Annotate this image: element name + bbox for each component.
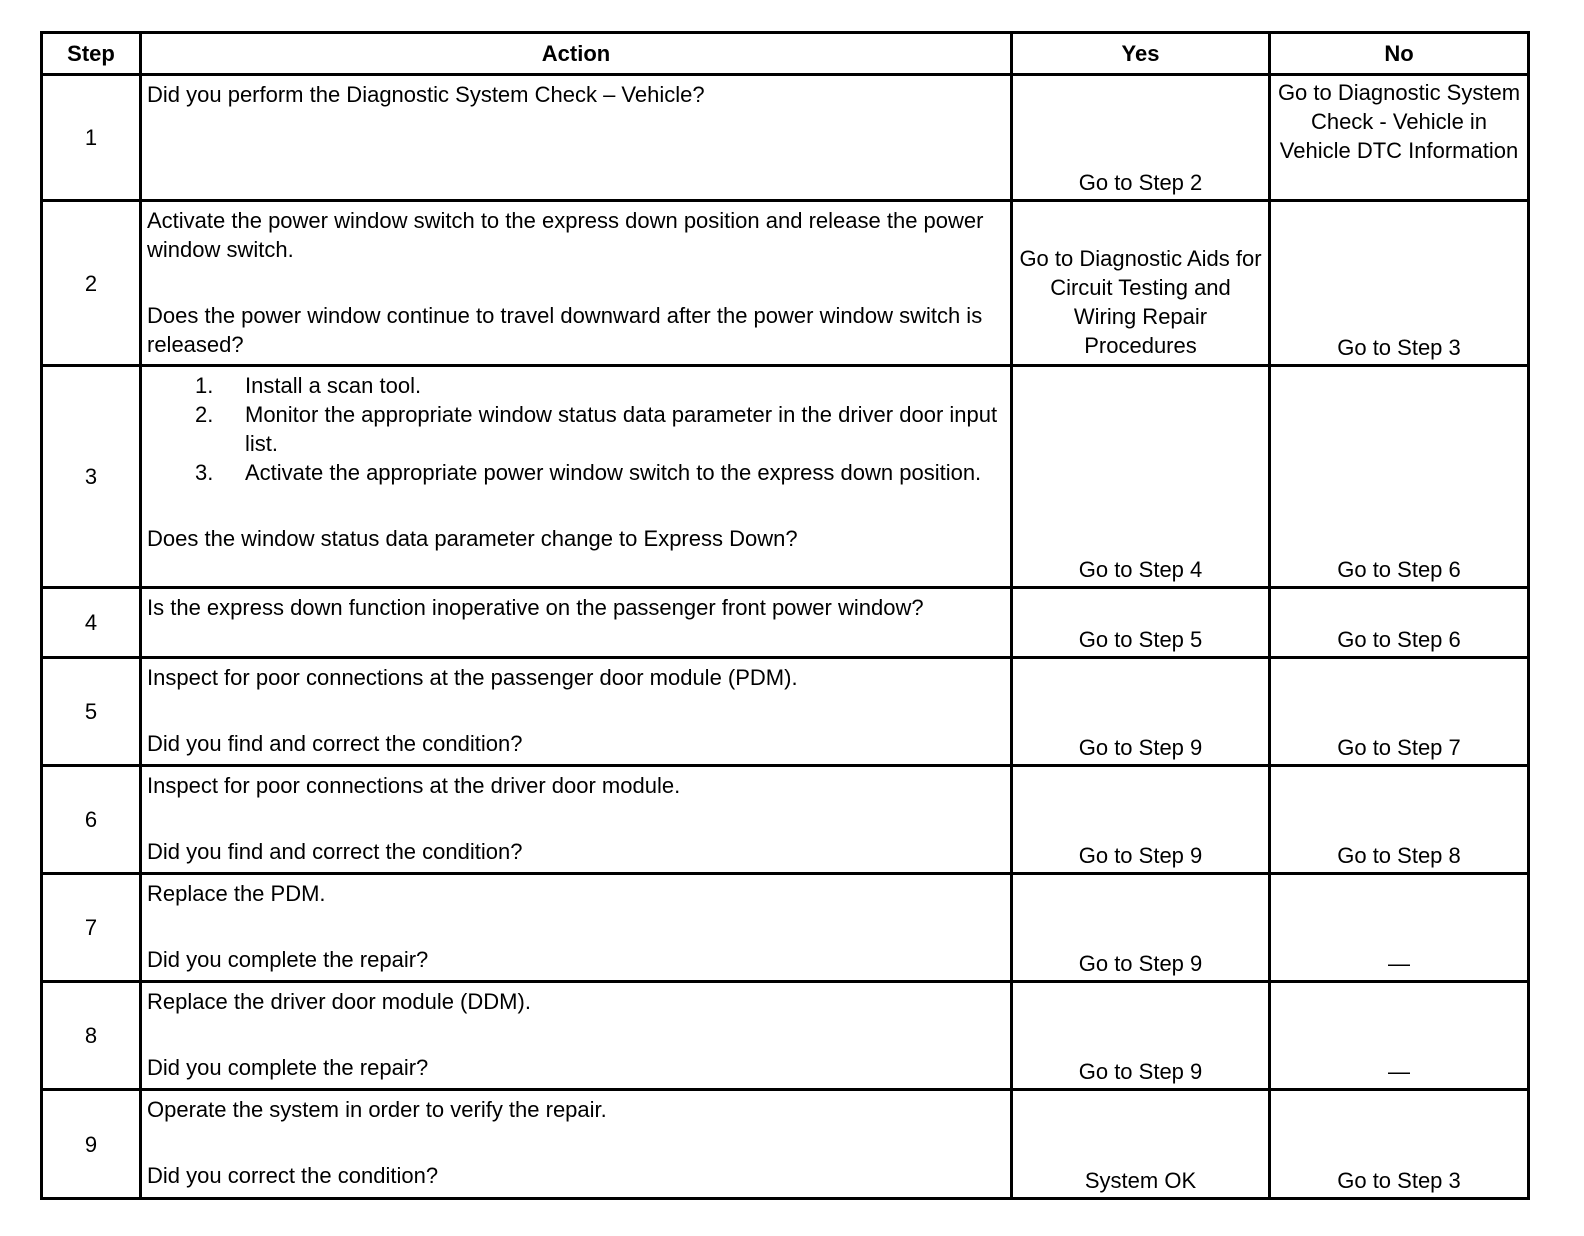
table-row xyxy=(42,366,1529,588)
action-cell xyxy=(141,1090,1012,1199)
table-row xyxy=(42,588,1529,658)
instruction-list xyxy=(147,371,1004,487)
spacer xyxy=(147,487,1004,524)
no-cell: — xyxy=(1270,982,1529,1090)
no-cell: Go to Step 6 xyxy=(1270,366,1529,588)
step-number: 9 xyxy=(42,1090,141,1199)
action-cell xyxy=(141,874,1012,982)
header-no: No xyxy=(1270,33,1529,75)
no-cell: Go to Step 6 xyxy=(1270,588,1529,658)
no-cell: Go to Step 7 xyxy=(1270,658,1529,766)
spacer xyxy=(147,800,1004,837)
list-text: Install a scan tool. xyxy=(245,373,422,398)
action-text: Operate the system in order to verify the repair. xyxy=(147,1097,607,1122)
list-number: 3. xyxy=(195,460,214,485)
action-cell xyxy=(141,658,1012,766)
action-cell xyxy=(141,982,1012,1090)
table-row xyxy=(42,874,1529,982)
action-text: Inspect for poor connections at the passenger door module (PDM). xyxy=(147,665,798,690)
spacer xyxy=(147,1124,1004,1161)
action-question: Does the power window continue to travel downward after the power window switch is released? xyxy=(147,303,983,357)
diagnostic-table xyxy=(40,31,1530,1200)
header-step: Step xyxy=(42,33,141,75)
step-number: 5 xyxy=(42,658,141,766)
action-question: Did you complete the repair? xyxy=(147,947,429,972)
list-item xyxy=(195,458,1004,487)
yes-cell: System OK xyxy=(1012,1090,1270,1199)
action-cell xyxy=(141,75,1012,201)
action-text: Inspect for poor connections at the driver door module. xyxy=(147,773,681,798)
yes-cell: Go to Step 5 xyxy=(1012,588,1270,658)
yes-cell: Go to Step 9 xyxy=(1012,766,1270,874)
action-text: Did you perform the Diagnostic System Check – Vehicle? xyxy=(147,82,705,107)
table-row xyxy=(42,75,1529,201)
spacer xyxy=(147,692,1004,729)
action-cell xyxy=(141,588,1012,658)
action-cell xyxy=(141,366,1012,588)
yes-cell: Go to Step 9 xyxy=(1012,658,1270,766)
step-number: 3 xyxy=(42,366,141,588)
table-row xyxy=(42,201,1529,366)
spacer xyxy=(147,1016,1004,1053)
list-item xyxy=(195,400,1004,458)
no-cell: — xyxy=(1270,874,1529,982)
step-number: 6 xyxy=(42,766,141,874)
action-question: Did you find and correct the condition? xyxy=(147,839,523,864)
action-text: Replace the driver door module (DDM). xyxy=(147,989,531,1014)
step-number: 7 xyxy=(42,874,141,982)
action-question: Did you correct the condition? xyxy=(147,1163,439,1188)
list-text: Activate the appropriate power window switch to the express down position. xyxy=(245,460,982,485)
table-row xyxy=(42,658,1529,766)
yes-cell: Go to Step 9 xyxy=(1012,874,1270,982)
action-cell xyxy=(141,201,1012,366)
list-number: 2. xyxy=(195,402,214,427)
no-cell: Go to Step 3 xyxy=(1270,201,1529,366)
table-row xyxy=(42,766,1529,874)
no-cell: Go to Step 8 xyxy=(1270,766,1529,874)
header-action: Action xyxy=(141,33,1012,75)
table-row xyxy=(42,982,1529,1090)
action-question: Did you find and correct the condition? xyxy=(147,731,523,756)
list-number: 1. xyxy=(195,373,214,398)
yes-cell: Go to Step 9 xyxy=(1012,982,1270,1090)
step-number: 2 xyxy=(42,201,141,366)
spacer xyxy=(147,908,1004,945)
no-cell: Go to Step 3 xyxy=(1270,1090,1529,1199)
step-number: 8 xyxy=(42,982,141,1090)
action-cell xyxy=(141,766,1012,874)
action-question: Did you complete the repair? xyxy=(147,1055,429,1080)
action-text: Replace the PDM. xyxy=(147,881,326,906)
header-yes: Yes xyxy=(1012,33,1270,75)
yes-cell: Go to Step 2 xyxy=(1012,75,1270,201)
action-text: Is the express down function inoperative on the passenger front power window? xyxy=(147,595,924,620)
action-text: Activate the power window switch to the express down position and release the power window switch. xyxy=(147,208,984,262)
no-cell: Go to Diagnostic System Check - Vehicle in Vehicle DTC Information xyxy=(1270,75,1529,201)
step-number: 1 xyxy=(42,75,141,201)
yes-cell: Go to Diagnostic Aids for Circuit Testing and Wiring Repair Procedures xyxy=(1012,201,1270,366)
list-item xyxy=(195,371,1004,400)
table-row xyxy=(42,1090,1529,1199)
header-row xyxy=(42,33,1529,75)
action-question: Does the window status data parameter change to Express Down? xyxy=(147,526,798,551)
step-number: 4 xyxy=(42,588,141,658)
yes-cell: Go to Step 4 xyxy=(1012,366,1270,588)
list-text: Monitor the appropriate window status data parameter in the driver door input list. xyxy=(245,402,998,456)
spacer xyxy=(147,264,1004,301)
